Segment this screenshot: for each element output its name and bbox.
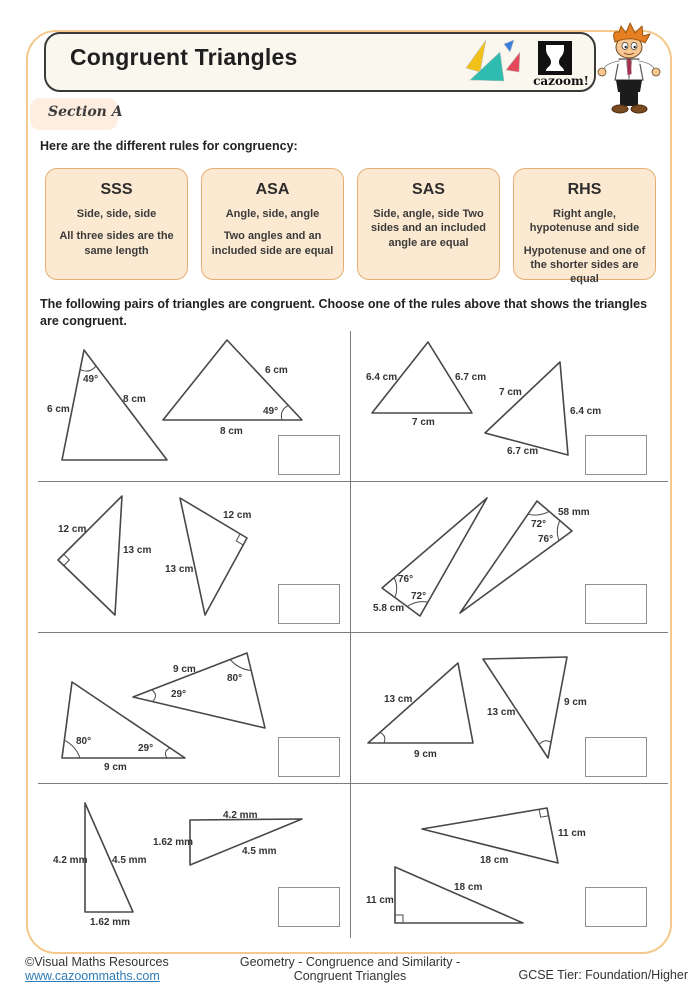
- side-label: 6.7 cm: [507, 446, 539, 457]
- angle-label: 80°: [227, 673, 243, 684]
- brand-wordmark: cazoom!: [533, 74, 589, 88]
- angle-label: 76°: [538, 534, 554, 545]
- side-label: 6.4 cm: [366, 372, 398, 383]
- footer-tier: GCSE Tier: Foundation/Higher: [518, 968, 688, 982]
- rule-card-asa: [201, 168, 344, 280]
- answer-box[interactable]: [585, 887, 647, 927]
- angle-label: 29°: [138, 743, 154, 754]
- rule-card-sss: [45, 168, 188, 280]
- angle-label: 49°: [263, 406, 279, 417]
- side-label: 7 cm: [499, 387, 522, 398]
- instructions-text: The following pairs of triangles are congruent. Choose one of the rules above that shows the triangles are congruent.: [40, 297, 648, 328]
- footer-link[interactable]: www.cazoommaths.com: [25, 969, 160, 983]
- angle-label: 76°: [398, 574, 414, 585]
- mascot-icon: [593, 22, 665, 116]
- rule-line: Side, side, side: [76, 208, 157, 220]
- rule-line: Side, angle, side Two sides and an included angle are equal: [371, 208, 486, 249]
- side-label: 13 cm: [487, 707, 516, 718]
- side-label: 6 cm: [265, 365, 288, 376]
- answer-box[interactable]: [585, 435, 647, 475]
- side-label: 12 cm: [223, 510, 252, 521]
- side-label: 7 cm: [412, 417, 435, 428]
- rule-name: ASA: [255, 181, 290, 198]
- angle-label: 29°: [171, 689, 187, 700]
- rule-line: Two angles and an included side are equal: [211, 230, 334, 257]
- problem-6: [350, 632, 668, 783]
- side-label: 8 cm: [220, 426, 243, 437]
- side-label: 6 cm: [47, 404, 70, 415]
- problem-2: [350, 335, 668, 481]
- side-label: 1.62 mm: [90, 917, 131, 928]
- side-label: 11 cm: [558, 828, 586, 839]
- rule-name: RHS: [567, 181, 602, 198]
- answer-box[interactable]: [278, 584, 340, 624]
- side-label: 6.4 cm: [570, 406, 602, 417]
- problem-3: [38, 481, 352, 632]
- rule-line: Angle, side, angle: [225, 208, 320, 220]
- side-label: 9 cm: [564, 697, 587, 708]
- answer-box[interactable]: [585, 737, 647, 777]
- section-label: Section A: [48, 104, 123, 120]
- side-label: 12 cm: [58, 524, 87, 535]
- side-label: 9 cm: [104, 762, 127, 773]
- side-label: 9 cm: [173, 664, 196, 675]
- side-label: 6.7 cm: [455, 372, 487, 383]
- problem-7: [38, 783, 352, 938]
- side-label: 4.5 mm: [242, 846, 277, 857]
- side-label: 58 mm: [558, 507, 590, 518]
- side-label: 11 cm: [366, 895, 394, 906]
- angle-label: 72°: [531, 519, 547, 530]
- side-label: 4.5 mm: [112, 855, 147, 866]
- rule-line: All three sides are the same length: [59, 230, 174, 257]
- problem-1: [38, 335, 352, 481]
- answer-box[interactable]: [585, 584, 647, 624]
- side-label: 18 cm: [454, 882, 483, 893]
- rule-card-rhs: [513, 168, 656, 286]
- footer-topic-line2: Congruent Triangles: [293, 969, 407, 983]
- side-label: 8 cm: [123, 394, 146, 405]
- footer-topic-line1: Geometry - Congruence and Similarity -: [239, 955, 461, 969]
- angle-label: 49°: [83, 374, 99, 385]
- page-title: Congruent Triangles: [70, 44, 298, 70]
- side-label: 1.62 mm: [153, 837, 194, 848]
- side-label: 4.2 mm: [223, 810, 258, 821]
- triangle-shapes-icon: [464, 38, 520, 82]
- answer-box[interactable]: [278, 435, 340, 475]
- rule-line: Hypotenuse and one of the shorter sides are equal: [523, 244, 646, 286]
- footer-copyright: ©Visual Maths Resources: [25, 955, 169, 969]
- rule-line: Right angle, hypotenuse and side: [529, 208, 640, 235]
- problem-5: [38, 632, 352, 783]
- side-label: 13 cm: [123, 545, 152, 556]
- problem-4: [350, 481, 668, 632]
- answer-box[interactable]: [278, 887, 340, 927]
- intro-text: Here are the different rules for congruency:: [40, 139, 298, 153]
- answer-box[interactable]: [278, 737, 340, 777]
- problem-8: [350, 783, 668, 938]
- side-label: 4.2 mm: [53, 855, 88, 866]
- side-label: 13 cm: [165, 564, 194, 575]
- rule-name: SSS: [100, 181, 133, 198]
- angle-label: 80°: [76, 736, 92, 747]
- cazoom-goblet-icon: [538, 41, 574, 77]
- problem-grid: [38, 335, 668, 938]
- side-label: 13 cm: [384, 694, 413, 705]
- side-label: 5.8 cm: [373, 603, 405, 614]
- rule-name: SAS: [412, 181, 445, 198]
- side-label: 18 cm: [480, 855, 509, 866]
- side-label: 9 cm: [414, 749, 437, 760]
- rule-card-sas: [357, 168, 500, 280]
- angle-label: 72°: [411, 591, 427, 602]
